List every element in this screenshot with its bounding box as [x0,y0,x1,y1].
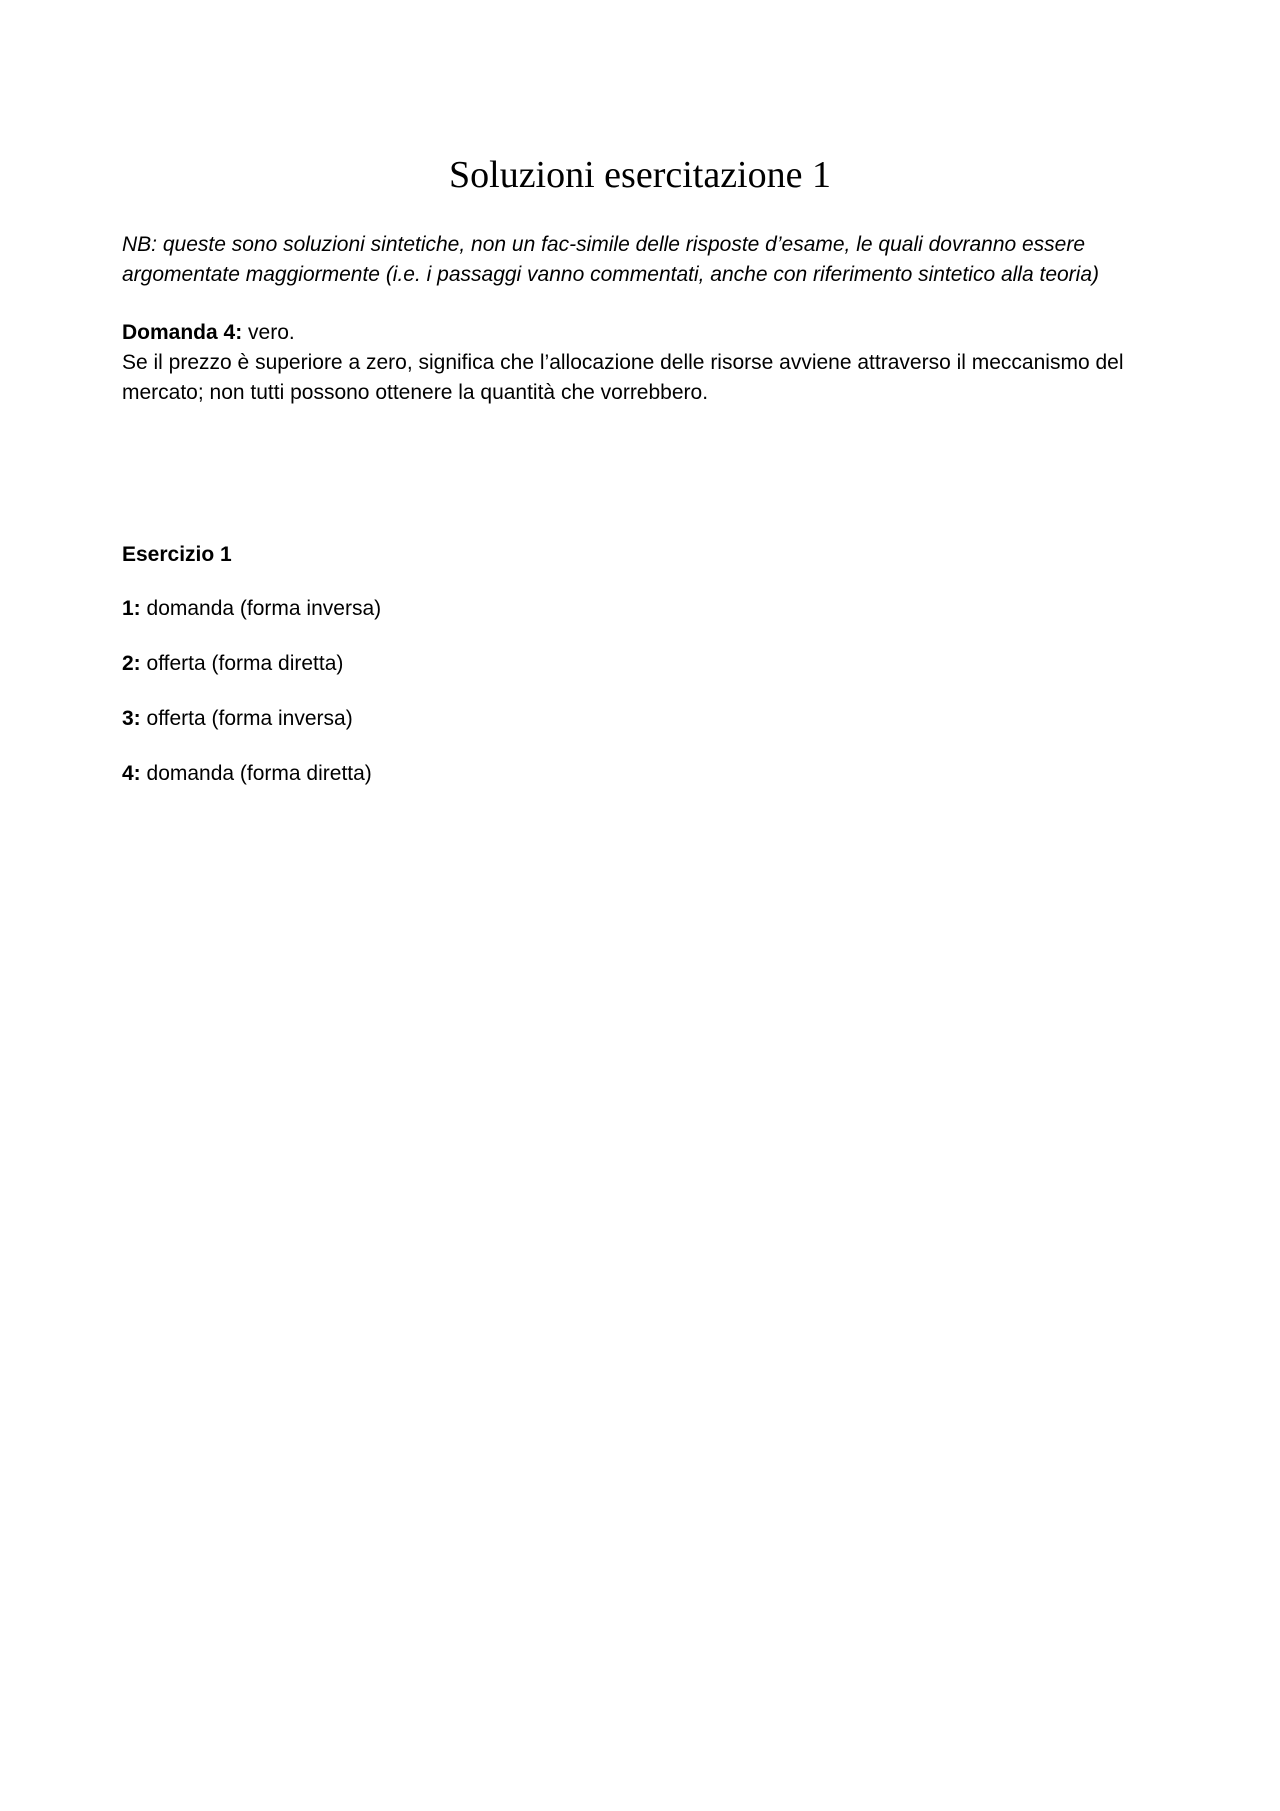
domanda-4-section [122,318,1172,408]
answer-label: 3: [122,707,141,730]
answer-text: domanda (forma inversa) [140,597,382,620]
document-body [122,230,1172,814]
nb-note [122,230,1172,290]
answer-label: 2: [122,652,141,675]
answer-label: 1: [122,597,141,620]
domanda-4-heading [122,318,1172,348]
document-title: Soluzioni esercitazione 1 [449,154,831,196]
answer-item-3 [122,704,1172,734]
domanda-4-explanation-line-1: Se il prezzo è superiore a zero, significa che l’allocazione delle risorse avviene attraverso il meccanismo del [122,351,1124,374]
answer-text: offerta (forma diretta) [140,652,344,675]
esercizio-1-section [122,540,1172,789]
domanda-4-label: Domanda 4: [122,321,243,344]
answer-label: 4: [122,762,141,785]
nb-note-line-1: NB: queste sono soluzioni sintetiche, non un fac-simile delle risposte d’esame, le quali dovranno essere [122,233,1086,256]
answer-text: domanda (forma diretta) [140,762,372,785]
answer-item-2 [122,649,1172,679]
nb-note-line-2: argomentate maggiormente (i.e. i passaggi vanno commentati, anche con riferimento sintetico alla teoria) [122,263,1100,286]
domanda-4-explanation-line-2: mercato; non tutti possono ottenere la quantità che vorrebbero. [122,381,709,404]
answer-text: offerta (forma inversa) [140,707,353,730]
answer-item-1 [122,594,1172,624]
domanda-4-answer: vero. [242,321,295,344]
answer-item-4 [122,759,1172,789]
esercizio-1-title: Esercizio 1 [122,543,232,566]
